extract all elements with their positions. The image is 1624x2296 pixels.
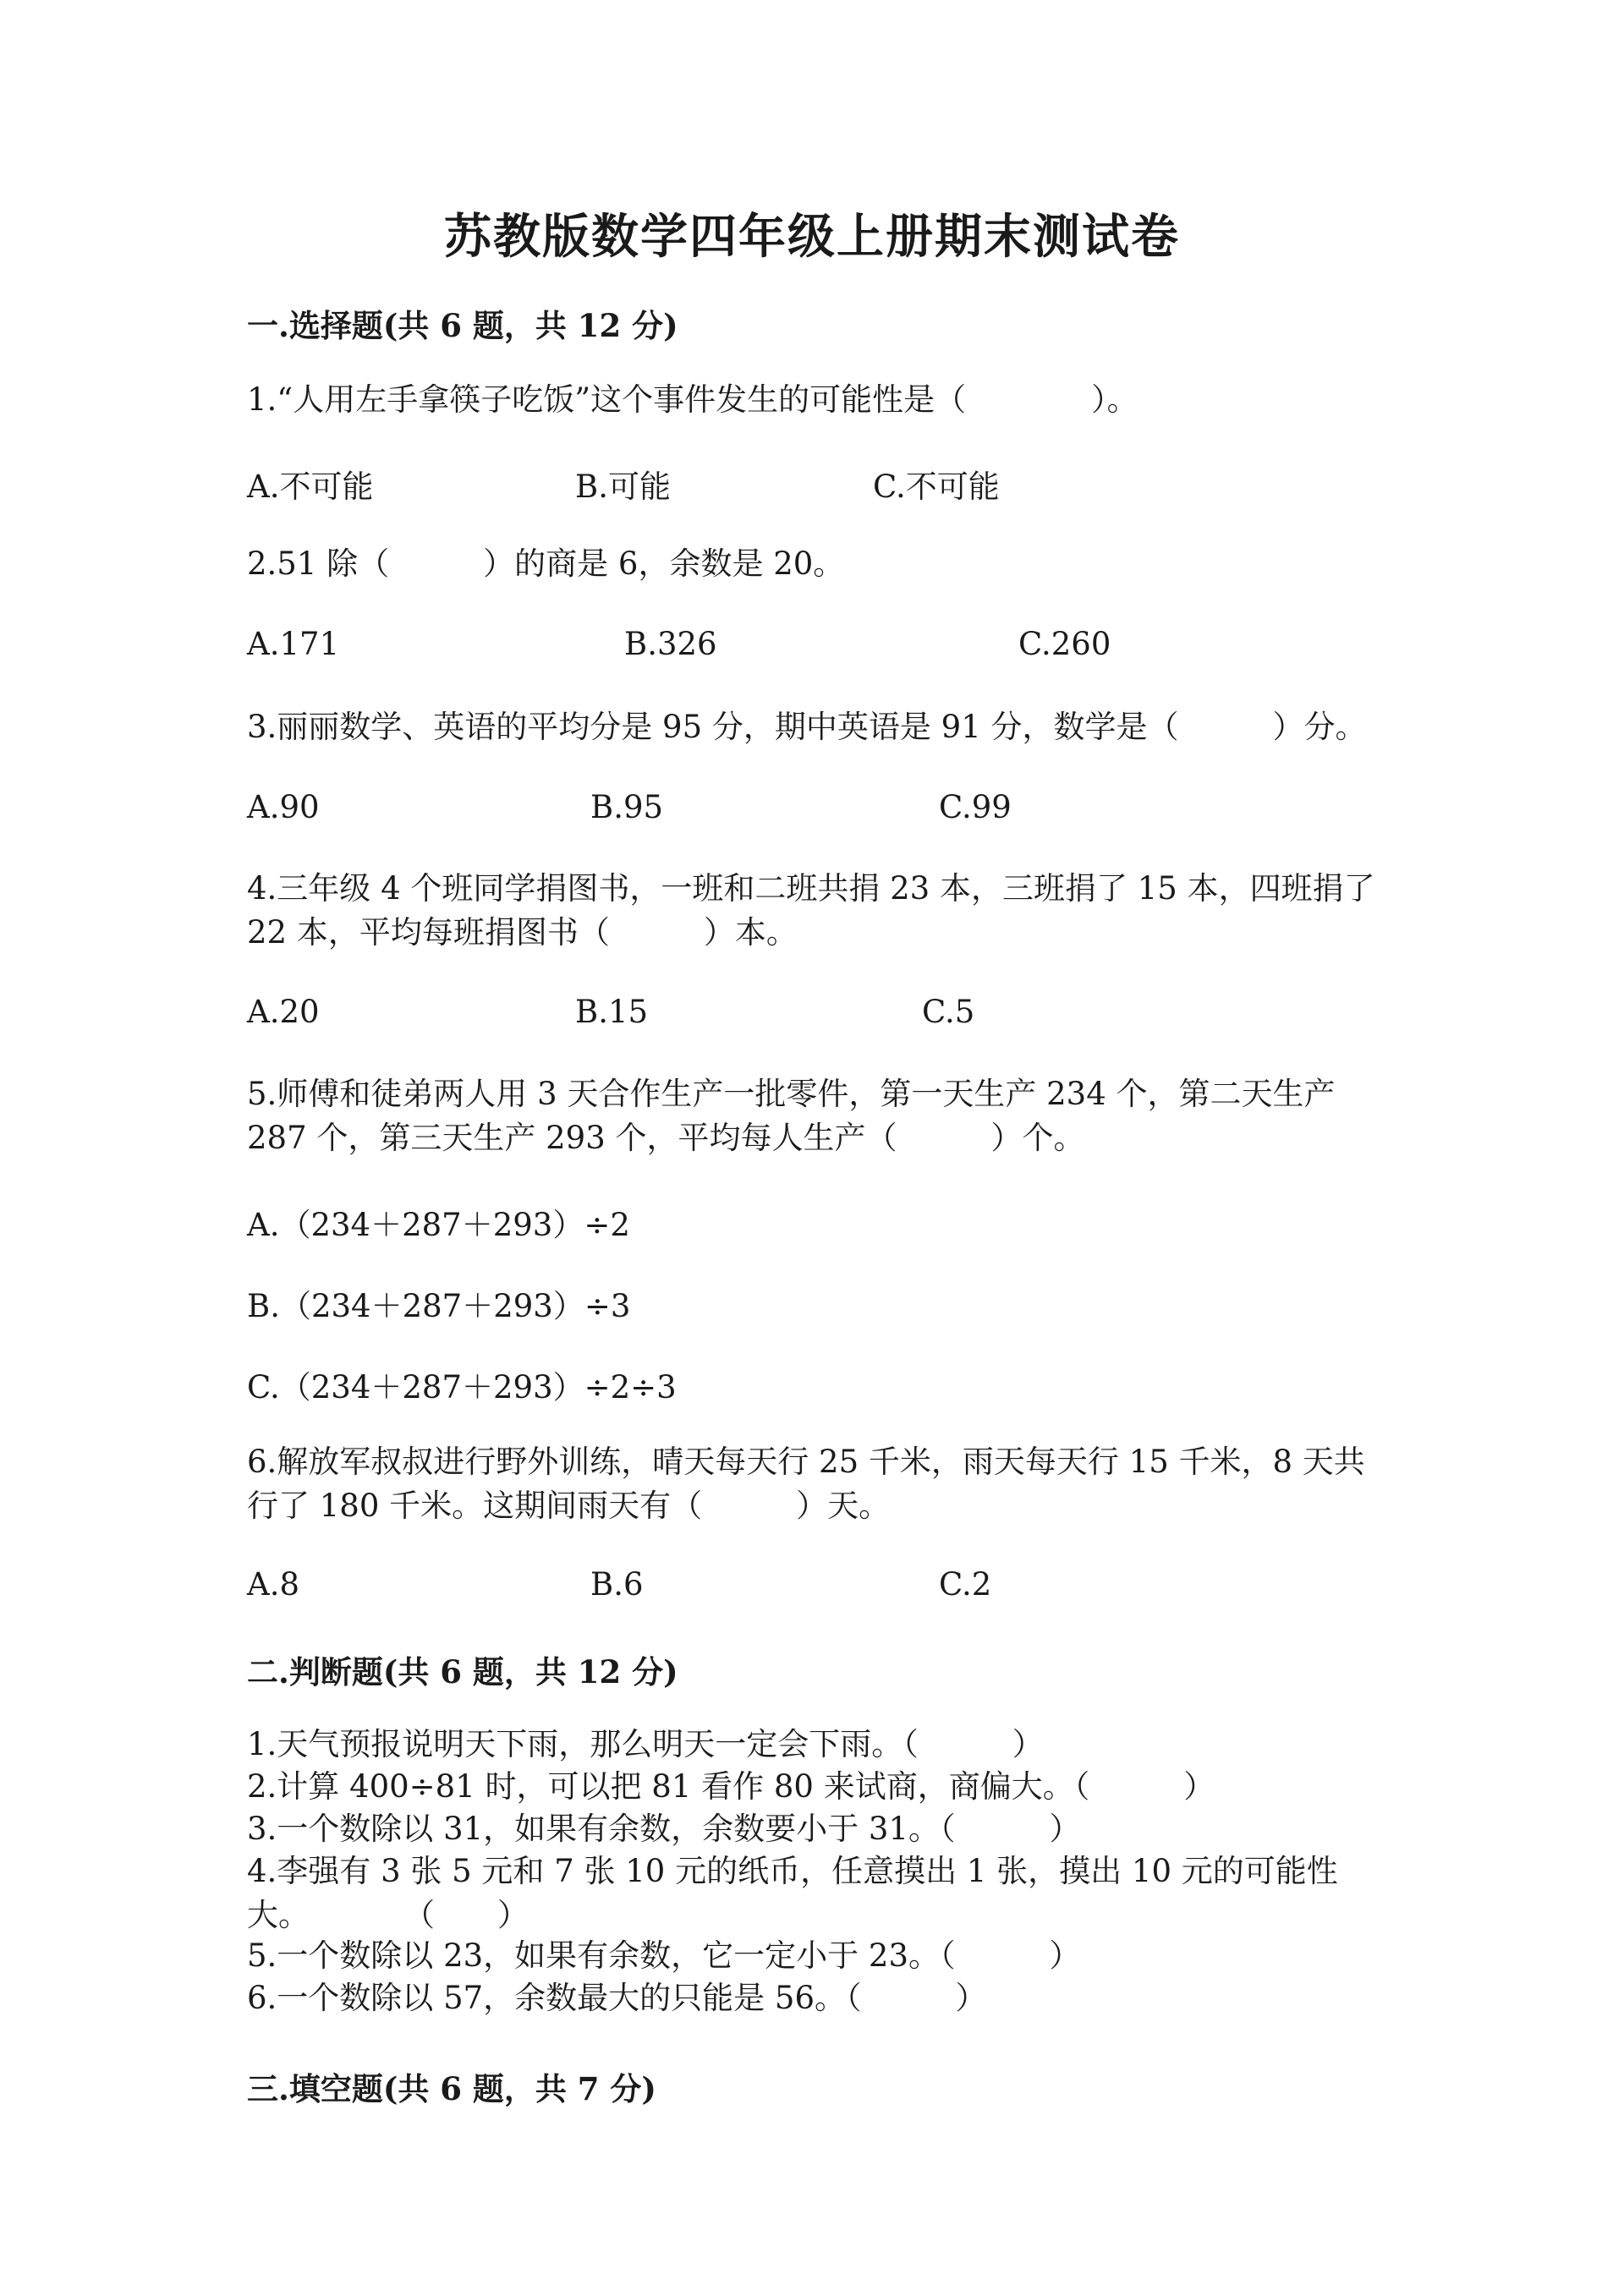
option-a: A.171 bbox=[247, 626, 340, 662]
option-c: C.2 bbox=[939, 1566, 992, 1603]
option-a: A.20 bbox=[247, 994, 320, 1030]
option-a: A.（234＋287＋293）÷2 bbox=[247, 1207, 630, 1243]
option-c: C.5 bbox=[922, 994, 975, 1030]
choice-question-3: 3.丽丽数学、英语的平均分是 95 分，期中英语是 91 分，数学是（ ）分。 bbox=[247, 709, 1367, 745]
option-c: C.（234＋287＋293）÷2÷3 bbox=[247, 1369, 677, 1406]
option-b: B.（234＋287＋293）÷3 bbox=[247, 1288, 631, 1324]
option-b: B.95 bbox=[590, 789, 664, 825]
option-b: B.326 bbox=[624, 626, 717, 662]
choice-question-6: 6.解放军叔叔进行野外训练，晴天每天行 25 千米，雨天每天行 15 千米，8 天共行了 180 千米。这期间雨天有（ ）天。 bbox=[247, 1444, 1365, 1524]
option-c: C.260 bbox=[1018, 626, 1111, 662]
option-c: C.99 bbox=[939, 789, 1012, 825]
judge-question-1: 1.天气预报说明天下雨，那么明天一定会下雨。（ ） bbox=[247, 1726, 1044, 1762]
choice-question-5: 5.师傅和徒弟两人用 3 天合作生产一批零件，第一天生产 234 个，第二天生产 287 个，第三天生产 293 个，平均每人生产（ ）个。 bbox=[247, 1076, 1336, 1156]
option-c: C.不可能 bbox=[873, 469, 1000, 505]
section-heading-judge: 二.判断题(共 6 题，共 12 分) bbox=[247, 1653, 678, 1690]
option-b: B.6 bbox=[590, 1566, 644, 1603]
section-heading-choice: 一.选择题(共 6 题，共 12 分) bbox=[247, 307, 678, 344]
option-a: A.不可能 bbox=[247, 469, 374, 505]
option-a: A.8 bbox=[247, 1566, 300, 1603]
judge-question-3: 3.一个数除以 31，如果有余数，余数要小于 31。（ ） bbox=[247, 1811, 1081, 1847]
page-title: 苏教版数学四年级上册期末测试卷 bbox=[444, 209, 1180, 265]
judge-question-6: 6.一个数除以 57，余数最大的只能是 56。（ ） bbox=[247, 1980, 987, 2016]
option-a: A.90 bbox=[247, 789, 320, 825]
judge-question-5: 5.一个数除以 23，如果有余数，它一定小于 23。（ ） bbox=[247, 1937, 1081, 1974]
choice-question-1: 1.“人用左手拿筷子吃饭”这个事件发生的可能性是（ ）。 bbox=[247, 381, 1138, 418]
choice-question-4: 4.三年级 4 个班同学捐图书，一班和二班共捐 23 本，三班捐了 15 本，四班捐了 22 本，平均每班捐图书（ ）本。 bbox=[247, 870, 1375, 951]
option-b: B.可能 bbox=[575, 469, 671, 505]
choice-question-2: 2.51 除（ ）的商是 6，余数是 20。 bbox=[247, 545, 845, 582]
judge-question-2: 2.计算 400÷81 时，可以把 81 看作 80 来试商，商偏大。（ ） bbox=[247, 1768, 1215, 1805]
option-b: B.15 bbox=[575, 994, 649, 1030]
section-heading-fill: 三.填空题(共 6 题，共 7 分) bbox=[247, 2070, 656, 2107]
judge-question-4: 4.李强有 3 张 5 元和 7 张 10 元的纸币，任意摸出 1 张，摸出 10 元的可能性大。 （ ） bbox=[247, 1853, 1338, 1933]
